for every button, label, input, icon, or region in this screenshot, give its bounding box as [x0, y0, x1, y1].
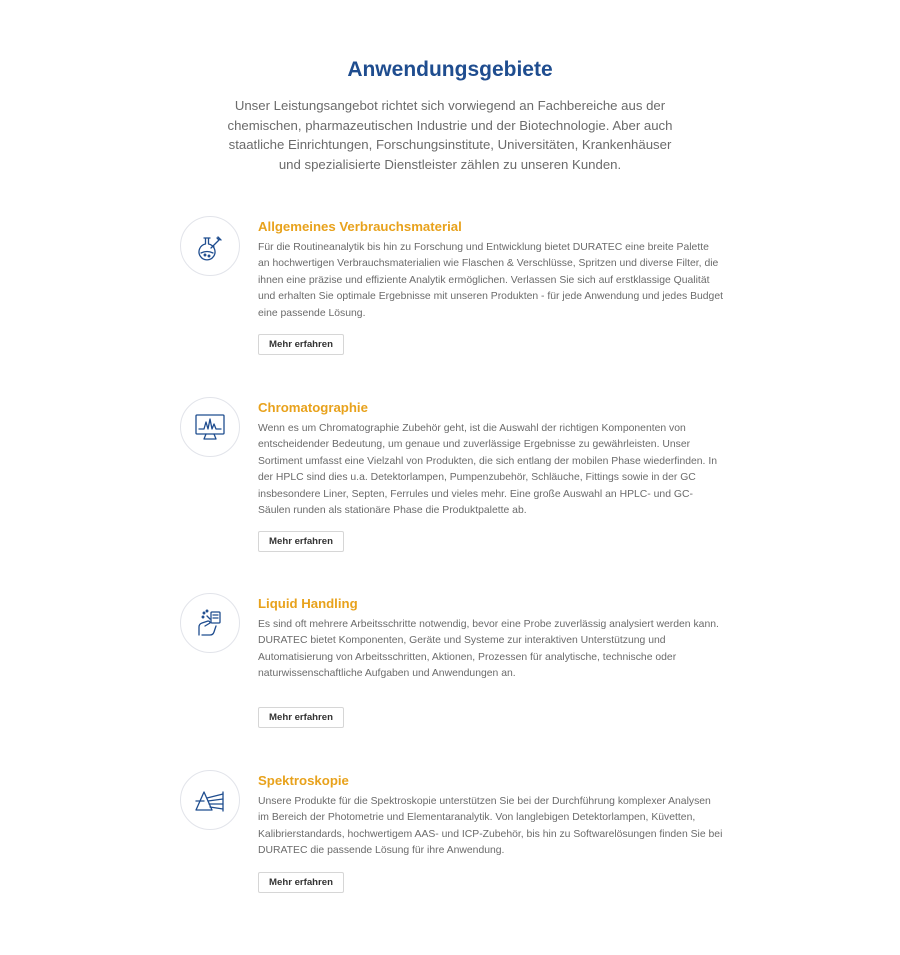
intro-text: Unser Leistungsangebot richtet sich vorwiegend an Fachbereiche aus der chemischen, pharmazeutischen Industrie und der Biotechnologie. Aber auch staatliche Einrichtungen, Forschungsinstitute, Universitäten, Krankenhäuser und spezialisierte Dienstleister zählen zu unseren Kunden. [227, 98, 673, 172]
section-title: Allgemeines Verbrauchsmaterial [258, 219, 462, 234]
section-chromatographie [180, 397, 725, 557]
section-text: Wenn es um Chromatographie Zubehör geht, ist die Auswahl der richtigen Komponenten von entscheidender Bedeutung, um genaue und zuverlässige Ergebnisse zu gewährleisten. Unser Sortiment umfasst eine Vielzahl von Produkten, die sich entlang der mobilen Phase wiederfinden. In der HPLC sind dies u.a. Detektorlampen, Pumpenzubehör, Schläuche, Fittings sowie in der GC insbesondere Liner, Septen, Ferrules und vieles mehr. Eine große Auswahl an HPLC- und GC-Säulen runden als stationäre Phase die Produktpalette ab. [258, 423, 717, 517]
section-title: Chromatographie [258, 400, 368, 415]
flask-dropper-icon [180, 216, 240, 276]
section-title: Liquid Handling [258, 596, 358, 611]
hand-pipette-icon [180, 593, 240, 653]
page-title: Anwendungsgebiete [347, 58, 553, 81]
section-text: Es sind oft mehrere Arbeitsschritte notwendig, bevor eine Probe zuverlässig analysiert werden kann. DURATEC bietet Komponenten, Geräte und Systeme zur interaktiven Unterstützung und Automatisierung von Arbeitsschritten, Aktionen, Prozessen für analytische, technische oder naturwissenschaftliche Aufgaben und Anwendungen an. [258, 619, 719, 680]
section-verbrauchsmaterial [180, 216, 725, 356]
chromatogram-monitor-icon [180, 397, 240, 457]
mehr-erfahren-button[interactable]: Mehr erfahren [258, 334, 344, 355]
prism-spectrum-icon [180, 770, 240, 830]
mehr-erfahren-button[interactable]: Mehr erfahren [258, 707, 344, 728]
section-liquid-handling [180, 593, 725, 733]
section-spektroskopie [180, 770, 725, 900]
mehr-erfahren-button[interactable]: Mehr erfahren [258, 872, 344, 893]
section-text: Unsere Produkte für die Spektroskopie unterstützen Sie bei der Durchführung komplexer Analysen im Bereich der Photometrie und Elementaranalytik. Von langlebigen Detektorlampen, Küvetten, Kalibrierstandards, hochwertigem AAS- und ICP-Zubehör, bis hin zu Softwarelösungen finden Sie bei DURATEC die passende Lösung für ihre Anwendung. [258, 796, 723, 857]
mehr-erfahren-button[interactable]: Mehr erfahren [258, 531, 344, 552]
section-title: Spektroskopie [258, 773, 349, 788]
section-text: Für die Routineanalytik bis hin zu Forschung und Entwicklung bietet DURATEC eine breite Palette an hochwertigen Verbrauchsmaterialien wie Flaschen & Verschlüsse, Spritzen und diverse Filter, die ihnen eine präzise und effiziente Analytik ermöglichen. Verlassen Sie sich auf erstklassige Qualität und erhalten Sie optimale Ergebnisse mit unseren Produkten - für jede Anwendung und jedes Budget eine passende Lösung. [258, 242, 723, 319]
